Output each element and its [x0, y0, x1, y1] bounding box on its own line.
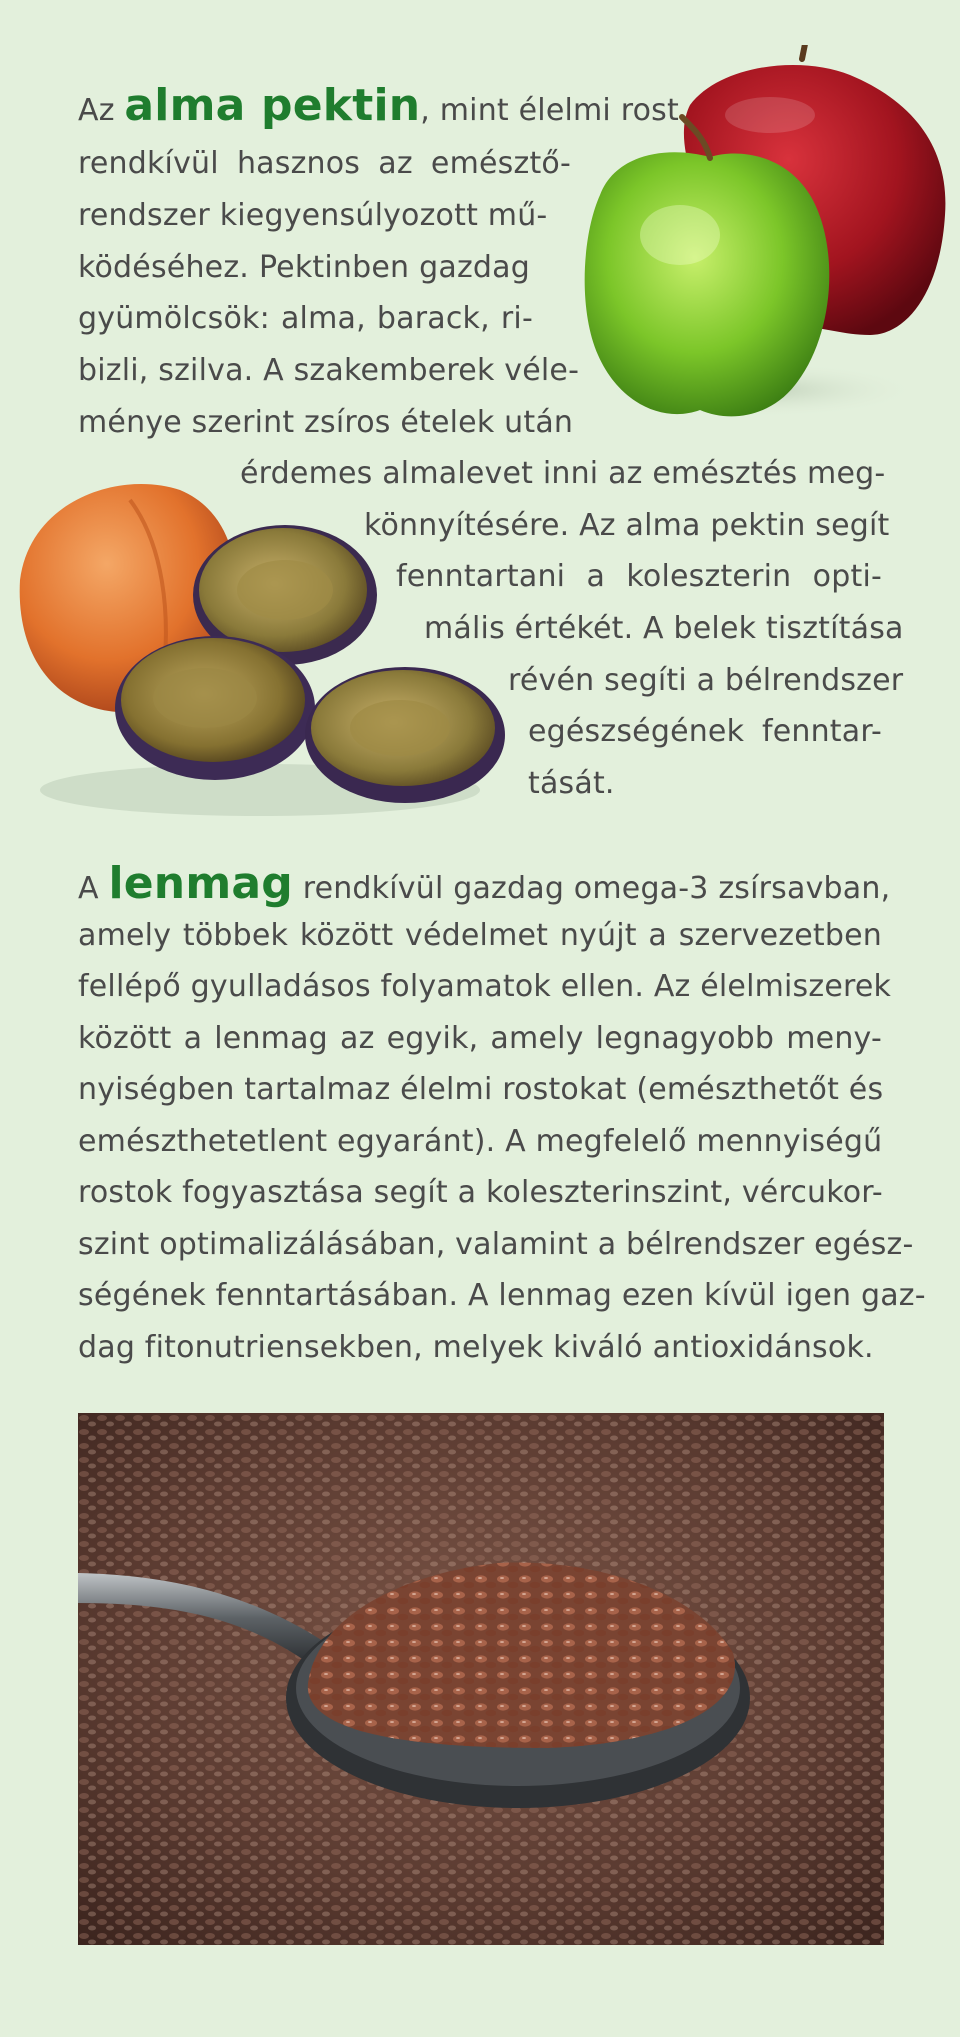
alma-line-13: egészségének fenntar- — [528, 714, 882, 749]
alma-line-14: tását. — [528, 766, 615, 801]
alma-line-8: érdemes almalevet inni az emésztés meg- — [240, 456, 886, 491]
lenmag-line-1-post: rendkívül gazdag omega-3 zsírsavban, — [292, 871, 891, 906]
lenmag-line-10: dag fitonutriensekben, melyek kiváló antioxidánsok. — [78, 1330, 874, 1365]
lenmag-line-4: között a lenmag az egyik, amely legnagyobb meny- — [78, 1021, 882, 1056]
lenmag-line-5: nyiségben tartalmaz élelmi rostokat (emészthetőt és — [78, 1072, 884, 1107]
alma-line-7: ménye szerint zsíros ételek után — [78, 405, 574, 440]
lenmag-line-6: emészthetetlent egyaránt). A megfelelő mennyiségű — [78, 1124, 883, 1159]
alma-line-6: bizli, szilva. A szakemberek véle- — [78, 353, 580, 388]
lenmag-line-3: fellépő gyulladásos folyamatok ellen. Az élelmiszerek — [78, 969, 892, 1004]
lenmag-line-1-pre: A — [78, 871, 109, 906]
alma-line-10: fenntartani a koleszterin opti- — [396, 559, 882, 594]
alma-line-12: révén segíti a bélrendszer — [508, 663, 904, 698]
alma-line-2: rendkívül hasznos az emésztő- — [78, 146, 571, 181]
lenmag-line-2: amely többek között védelmet nyújt a szervezetben — [78, 918, 882, 953]
alma-line-4: ködéséhez. Pektinben gazdag — [78, 250, 530, 285]
alma-pektin-highlight: alma pektin — [124, 80, 421, 131]
lenmag-line-7: rostok fogyasztása segít a koleszterinszint, vércukor- — [78, 1175, 883, 1210]
lenmag-highlight: lenmag — [108, 858, 293, 909]
alma-line-3: rendszer kiegyensúlyozott mű- — [78, 198, 548, 233]
alma-line-9: könnyítésére. Az alma pektin segít — [364, 508, 890, 543]
alma-line-1-post: , mint élelmi rost — [420, 93, 679, 128]
alma-line-1 — [78, 80, 679, 132]
lenmag-line-9: ségének fenntartásában. A lenmag ezen kívül igen gaz- — [78, 1278, 926, 1313]
lenmag-line-1 — [78, 858, 891, 910]
alma-line-11: mális értékét. A belek tisztítása — [424, 611, 904, 646]
alma-line-5: gyümölcsök: alma, barack, ri- — [78, 301, 533, 336]
flaxseed-spoon-image — [78, 1413, 884, 1945]
lenmag-line-8: szint optimalizálásában, valamint a bélrendszer egész- — [78, 1227, 914, 1262]
alma-line-1-pre: Az — [78, 93, 125, 128]
